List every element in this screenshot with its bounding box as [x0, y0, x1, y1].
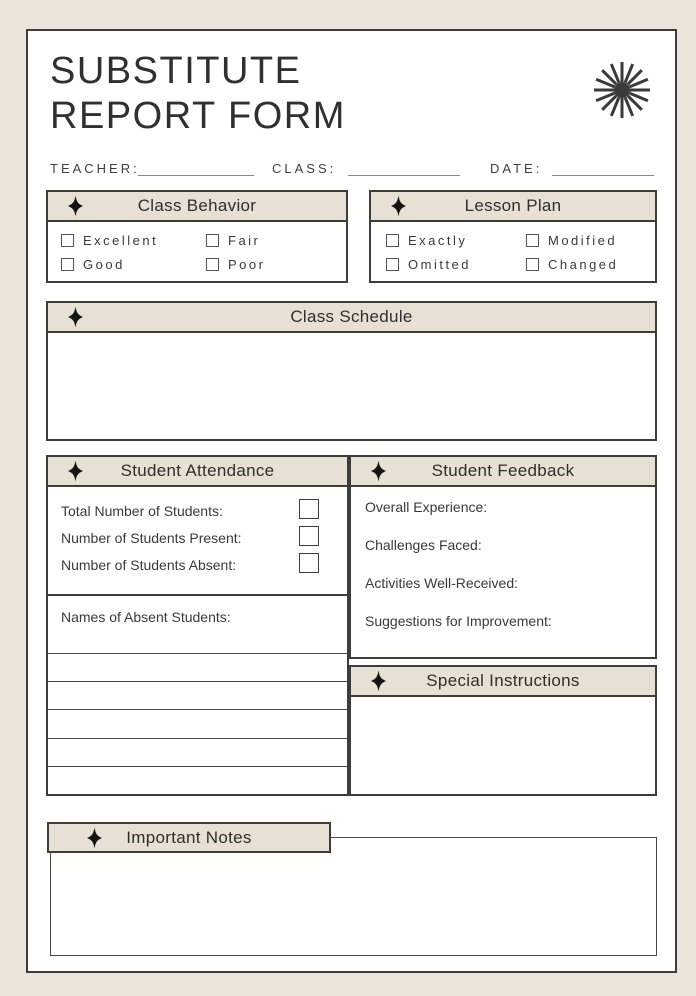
challenges-faced-label: Challenges Faced:	[365, 537, 482, 553]
class-schedule-writing-area[interactable]	[46, 331, 657, 441]
student-attendance-header	[46, 455, 349, 487]
students-present-box[interactable]	[299, 526, 319, 546]
option-changed	[526, 255, 655, 274]
checkbox-label: Omitted	[408, 257, 472, 272]
four-point-star-icon	[87, 827, 102, 848]
option-modified	[526, 231, 655, 250]
four-point-star-icon	[68, 307, 83, 328]
special-instructions-writing-area[interactable]	[349, 695, 657, 796]
four-point-star-icon	[68, 196, 83, 217]
special-instructions-title: Special Instructions	[426, 671, 580, 690]
class-schedule-title: Class Schedule	[290, 307, 413, 326]
starburst-icon	[590, 58, 654, 122]
checkbox-label: Modified	[548, 233, 618, 248]
blank-line-row[interactable]	[48, 738, 347, 766]
lesson-plan-body	[369, 220, 657, 283]
teacher-field[interactable]	[138, 175, 254, 176]
divider	[46, 594, 349, 596]
four-point-star-icon	[371, 671, 386, 692]
checkbox-label: Poor	[228, 257, 266, 272]
checkbox-omitted[interactable]	[386, 258, 399, 271]
page-title-line1: SUBSTITUTE	[50, 50, 302, 92]
students-absent-box[interactable]	[299, 553, 319, 573]
student-feedback-writing-area[interactable]	[349, 485, 657, 659]
option-exactly	[386, 231, 526, 250]
checkbox-fair[interactable]	[206, 234, 219, 247]
section-class-schedule	[46, 301, 657, 441]
student-attendance-title: Student Attendance	[120, 461, 275, 480]
count-label: Number of Students Absent:	[61, 556, 237, 573]
teacher-label: TEACHER:	[50, 161, 140, 176]
checkbox-excellent[interactable]	[61, 234, 74, 247]
class-field[interactable]	[348, 175, 460, 176]
checkbox-modified[interactable]	[526, 234, 539, 247]
activities-well-received-label: Activities Well-Received:	[365, 575, 519, 591]
student-feedback-title: Student Feedback	[431, 461, 575, 480]
absent-names-rows	[48, 653, 347, 794]
class-behavior-header	[46, 190, 348, 222]
important-notes-header	[47, 822, 331, 853]
count-row-absent	[48, 551, 347, 578]
option-good	[61, 255, 206, 274]
section-lesson-plan	[369, 190, 657, 283]
class-label: CLASS:	[272, 161, 337, 176]
checkbox-label: Good	[83, 257, 125, 272]
attendance-counts	[48, 497, 347, 578]
checkbox-poor[interactable]	[206, 258, 219, 271]
section-student-feedback	[349, 455, 657, 659]
suggestions-label: Suggestions for Improvement:	[365, 613, 552, 629]
four-point-star-icon	[371, 461, 386, 482]
important-notes-writing-area[interactable]	[50, 837, 657, 956]
count-label: Total Number of Students:	[61, 502, 223, 519]
blank-line-row[interactable]	[48, 681, 347, 709]
important-notes-title: Important Notes	[126, 827, 252, 847]
count-row-present	[48, 524, 347, 551]
checkbox-good[interactable]	[61, 258, 74, 271]
checkbox-label: Fair	[228, 233, 261, 248]
lesson-plan-title: Lesson Plan	[464, 196, 562, 215]
four-point-star-icon	[68, 461, 83, 482]
absent-names-label: Names of Absent Students:	[61, 609, 231, 625]
class-schedule-header	[46, 301, 657, 333]
page-title	[50, 49, 346, 139]
form-card	[26, 29, 677, 973]
blank-line-row[interactable]	[48, 709, 347, 737]
date-field[interactable]	[552, 175, 654, 176]
option-omitted	[386, 255, 526, 274]
total-students-box[interactable]	[299, 499, 319, 519]
option-excellent	[61, 231, 206, 250]
section-student-attendance	[46, 455, 349, 796]
lesson-plan-header	[369, 190, 657, 222]
checkbox-label: Exactly	[408, 233, 468, 248]
option-poor	[206, 255, 346, 274]
section-class-behavior	[46, 190, 348, 283]
student-attendance-body	[46, 485, 349, 796]
page-title-line2: REPORT FORM	[50, 95, 346, 137]
count-label: Number of Students Present:	[61, 529, 242, 546]
date-label: DATE:	[490, 161, 543, 176]
checkbox-label: Excellent	[83, 233, 159, 248]
class-behavior-title: Class Behavior	[137, 196, 257, 215]
checkbox-exactly[interactable]	[386, 234, 399, 247]
count-row-total	[48, 497, 347, 524]
checkbox-label: Changed	[548, 257, 619, 272]
blank-line-row[interactable]	[48, 653, 347, 681]
blank-line-row[interactable]	[48, 766, 347, 794]
class-behavior-body	[46, 220, 348, 283]
student-feedback-header	[349, 455, 657, 487]
meta-row	[28, 159, 675, 181]
four-point-star-icon	[391, 196, 406, 217]
checkbox-changed[interactable]	[526, 258, 539, 271]
option-fair	[206, 231, 346, 250]
overall-experience-label: Overall Experience:	[365, 499, 488, 515]
special-instructions-header	[349, 665, 657, 697]
section-special-instructions	[349, 665, 657, 796]
